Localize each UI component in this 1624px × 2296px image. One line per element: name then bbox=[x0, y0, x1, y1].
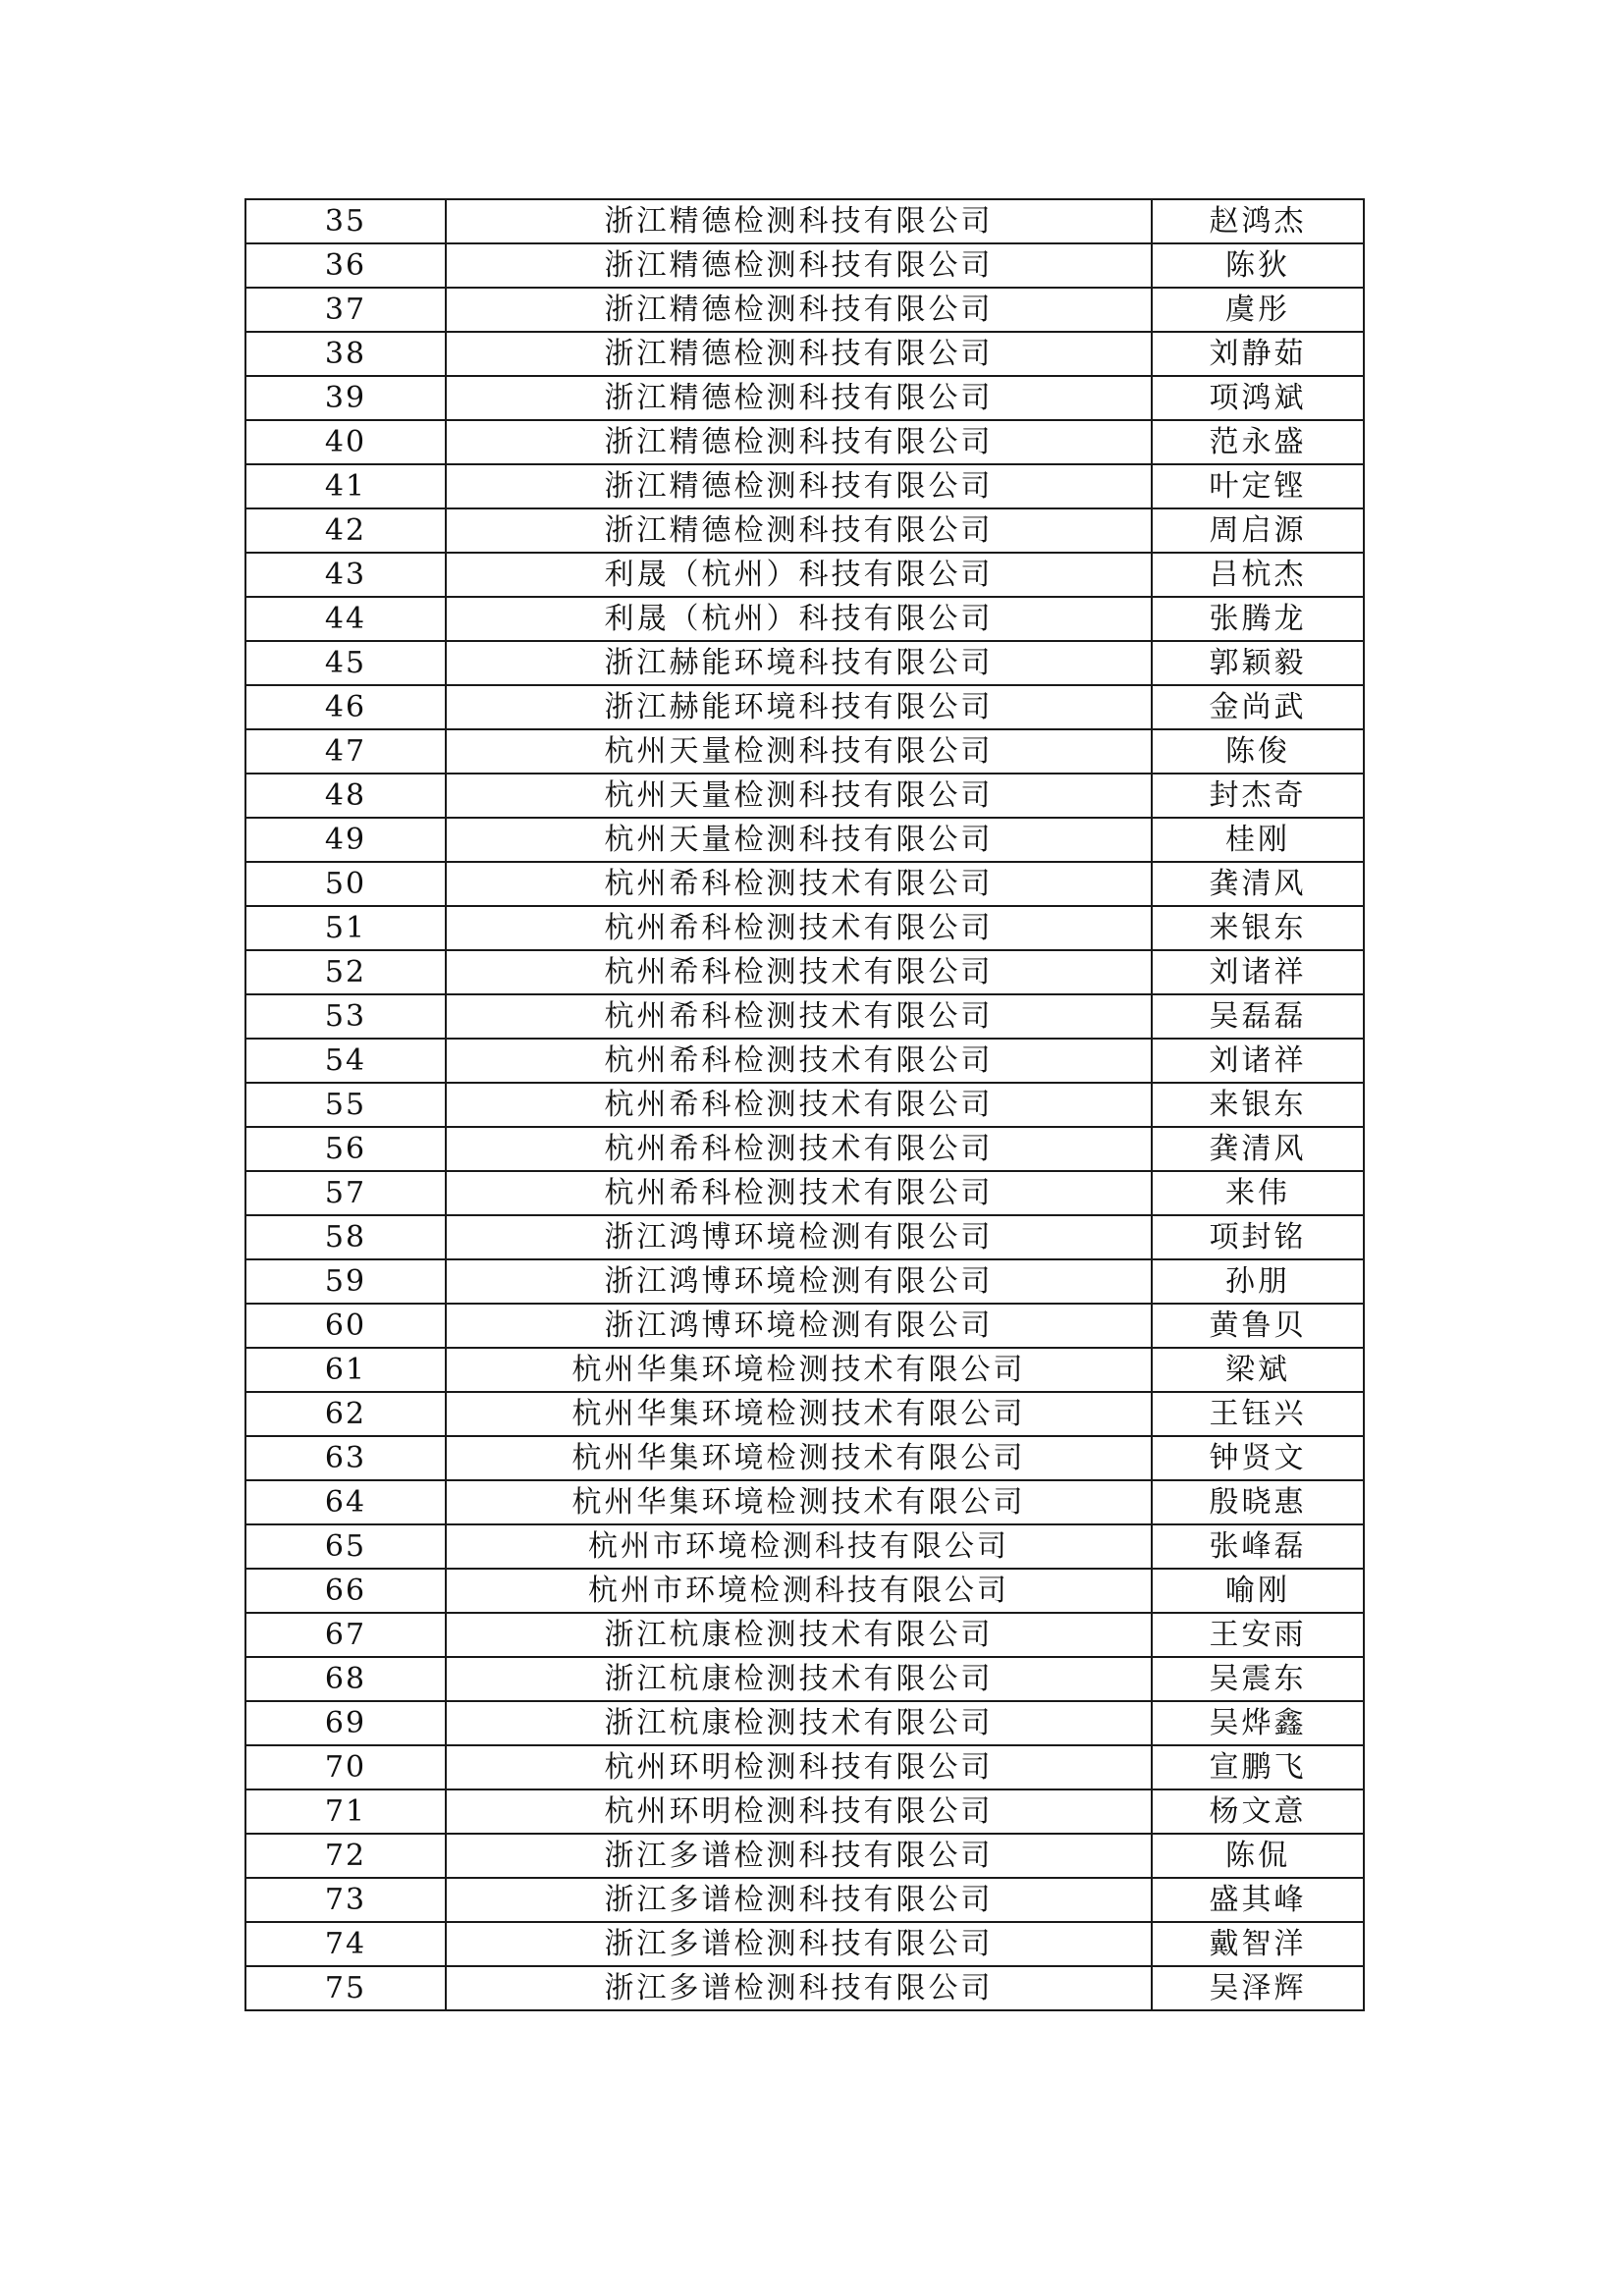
company-name-cell: 杭州希科检测技术有限公司 bbox=[446, 906, 1152, 950]
person-name-cell: 来伟 bbox=[1152, 1171, 1364, 1215]
person-name-cell: 周启源 bbox=[1152, 508, 1364, 553]
table-row bbox=[245, 288, 1364, 332]
row-number-cell: 51 bbox=[245, 906, 446, 950]
row-number-cell: 67 bbox=[245, 1613, 446, 1657]
table-row bbox=[245, 1304, 1364, 1348]
row-number-cell: 54 bbox=[245, 1039, 446, 1083]
person-name-cell: 桂刚 bbox=[1152, 818, 1364, 862]
person-name-cell: 陈狄 bbox=[1152, 243, 1364, 288]
row-number-cell: 74 bbox=[245, 1922, 446, 1966]
person-name-cell: 戴智洋 bbox=[1152, 1922, 1364, 1966]
company-name-cell: 杭州天量检测科技有限公司 bbox=[446, 818, 1152, 862]
table-row bbox=[245, 1392, 1364, 1436]
company-name-cell: 浙江精德检测科技有限公司 bbox=[446, 199, 1152, 243]
table-row bbox=[245, 818, 1364, 862]
table-row bbox=[245, 553, 1364, 597]
row-number-cell: 48 bbox=[245, 774, 446, 818]
company-name-cell: 杭州天量检测科技有限公司 bbox=[446, 774, 1152, 818]
person-name-cell: 陈俊 bbox=[1152, 729, 1364, 774]
company-name-cell: 杭州环明检测科技有限公司 bbox=[446, 1745, 1152, 1789]
company-name-cell: 杭州希科检测技术有限公司 bbox=[446, 1039, 1152, 1083]
table-row bbox=[245, 332, 1364, 376]
person-name-cell: 钟贤文 bbox=[1152, 1436, 1364, 1480]
table-row bbox=[245, 774, 1364, 818]
row-number-cell: 42 bbox=[245, 508, 446, 553]
person-name-cell: 黄鲁贝 bbox=[1152, 1304, 1364, 1348]
person-name-cell: 来银东 bbox=[1152, 906, 1364, 950]
person-name-cell: 来银东 bbox=[1152, 1083, 1364, 1127]
row-number-cell: 36 bbox=[245, 243, 446, 288]
table-row bbox=[245, 1039, 1364, 1083]
table-row bbox=[245, 729, 1364, 774]
table-row bbox=[245, 1127, 1364, 1171]
personnel-table bbox=[244, 198, 1365, 2011]
person-name-cell: 龚清风 bbox=[1152, 862, 1364, 906]
person-name-cell: 王钰兴 bbox=[1152, 1392, 1364, 1436]
row-number-cell: 59 bbox=[245, 1259, 446, 1304]
table-row bbox=[245, 1613, 1364, 1657]
company-name-cell: 浙江精德检测科技有限公司 bbox=[446, 376, 1152, 420]
row-number-cell: 71 bbox=[245, 1789, 446, 1834]
person-name-cell: 封杰奇 bbox=[1152, 774, 1364, 818]
company-name-cell: 杭州希科检测技术有限公司 bbox=[446, 1171, 1152, 1215]
table-row bbox=[245, 1966, 1364, 2010]
row-number-cell: 63 bbox=[245, 1436, 446, 1480]
company-name-cell: 浙江杭康检测技术有限公司 bbox=[446, 1657, 1152, 1701]
table-row bbox=[245, 243, 1364, 288]
person-name-cell: 孙朋 bbox=[1152, 1259, 1364, 1304]
company-name-cell: 浙江精德检测科技有限公司 bbox=[446, 332, 1152, 376]
row-number-cell: 56 bbox=[245, 1127, 446, 1171]
table-row bbox=[245, 1524, 1364, 1569]
table-row bbox=[245, 1171, 1364, 1215]
person-name-cell: 张腾龙 bbox=[1152, 597, 1364, 641]
company-name-cell: 浙江鸿博环境检测有限公司 bbox=[446, 1215, 1152, 1259]
row-number-cell: 60 bbox=[245, 1304, 446, 1348]
person-name-cell: 殷晓惠 bbox=[1152, 1480, 1364, 1524]
table-row bbox=[245, 1878, 1364, 1922]
table-row bbox=[245, 1745, 1364, 1789]
table-row bbox=[245, 597, 1364, 641]
table-row bbox=[245, 1789, 1364, 1834]
person-name-cell: 吴震东 bbox=[1152, 1657, 1364, 1701]
table-row bbox=[245, 1436, 1364, 1480]
row-number-cell: 64 bbox=[245, 1480, 446, 1524]
company-name-cell: 杭州天量检测科技有限公司 bbox=[446, 729, 1152, 774]
table-row bbox=[245, 1922, 1364, 1966]
company-name-cell: 杭州市环境检测科技有限公司 bbox=[446, 1524, 1152, 1569]
company-name-cell: 杭州希科检测技术有限公司 bbox=[446, 862, 1152, 906]
row-number-cell: 57 bbox=[245, 1171, 446, 1215]
company-name-cell: 杭州华集环境检测技术有限公司 bbox=[446, 1480, 1152, 1524]
company-name-cell: 杭州市环境检测科技有限公司 bbox=[446, 1569, 1152, 1613]
table-row bbox=[245, 420, 1364, 464]
company-name-cell: 浙江精德检测科技有限公司 bbox=[446, 243, 1152, 288]
person-name-cell: 项鸿斌 bbox=[1152, 376, 1364, 420]
person-name-cell: 虞彤 bbox=[1152, 288, 1364, 332]
row-number-cell: 46 bbox=[245, 685, 446, 729]
row-number-cell: 66 bbox=[245, 1569, 446, 1613]
row-number-cell: 35 bbox=[245, 199, 446, 243]
person-name-cell: 张峰磊 bbox=[1152, 1524, 1364, 1569]
company-name-cell: 利晟（杭州）科技有限公司 bbox=[446, 553, 1152, 597]
table-row bbox=[245, 1701, 1364, 1745]
person-name-cell: 叶定铿 bbox=[1152, 464, 1364, 508]
personnel-table-body bbox=[245, 199, 1364, 2010]
row-number-cell: 70 bbox=[245, 1745, 446, 1789]
company-name-cell: 浙江精德检测科技有限公司 bbox=[446, 420, 1152, 464]
person-name-cell: 刘静茹 bbox=[1152, 332, 1364, 376]
table-row bbox=[245, 950, 1364, 994]
company-name-cell: 浙江多谱检测科技有限公司 bbox=[446, 1834, 1152, 1878]
person-name-cell: 宣鹏飞 bbox=[1152, 1745, 1364, 1789]
person-name-cell: 梁斌 bbox=[1152, 1348, 1364, 1392]
company-name-cell: 浙江赫能环境科技有限公司 bbox=[446, 641, 1152, 685]
table-row bbox=[245, 376, 1364, 420]
row-number-cell: 61 bbox=[245, 1348, 446, 1392]
company-name-cell: 杭州希科检测技术有限公司 bbox=[446, 1083, 1152, 1127]
company-name-cell: 杭州华集环境检测技术有限公司 bbox=[446, 1436, 1152, 1480]
table-row bbox=[245, 1480, 1364, 1524]
company-name-cell: 浙江鸿博环境检测有限公司 bbox=[446, 1259, 1152, 1304]
person-name-cell: 吴磊磊 bbox=[1152, 994, 1364, 1039]
person-name-cell: 金尚武 bbox=[1152, 685, 1364, 729]
company-name-cell: 杭州环明检测科技有限公司 bbox=[446, 1789, 1152, 1834]
table-row bbox=[245, 1834, 1364, 1878]
person-name-cell: 刘诸祥 bbox=[1152, 950, 1364, 994]
person-name-cell: 吴烨鑫 bbox=[1152, 1701, 1364, 1745]
row-number-cell: 40 bbox=[245, 420, 446, 464]
company-name-cell: 杭州希科检测技术有限公司 bbox=[446, 1127, 1152, 1171]
row-number-cell: 73 bbox=[245, 1878, 446, 1922]
row-number-cell: 47 bbox=[245, 729, 446, 774]
person-name-cell: 陈侃 bbox=[1152, 1834, 1364, 1878]
company-name-cell: 利晟（杭州）科技有限公司 bbox=[446, 597, 1152, 641]
person-name-cell: 范永盛 bbox=[1152, 420, 1364, 464]
company-name-cell: 浙江精德检测科技有限公司 bbox=[446, 464, 1152, 508]
row-number-cell: 58 bbox=[245, 1215, 446, 1259]
company-name-cell: 杭州希科检测技术有限公司 bbox=[446, 950, 1152, 994]
person-name-cell: 王安雨 bbox=[1152, 1613, 1364, 1657]
company-name-cell: 杭州华集环境检测技术有限公司 bbox=[446, 1392, 1152, 1436]
company-name-cell: 杭州希科检测技术有限公司 bbox=[446, 994, 1152, 1039]
company-name-cell: 浙江杭康检测技术有限公司 bbox=[446, 1613, 1152, 1657]
row-number-cell: 53 bbox=[245, 994, 446, 1039]
row-number-cell: 68 bbox=[245, 1657, 446, 1701]
row-number-cell: 49 bbox=[245, 818, 446, 862]
company-name-cell: 浙江多谱检测科技有限公司 bbox=[446, 1922, 1152, 1966]
row-number-cell: 62 bbox=[245, 1392, 446, 1436]
table-row bbox=[245, 464, 1364, 508]
table-row bbox=[245, 906, 1364, 950]
row-number-cell: 39 bbox=[245, 376, 446, 420]
row-number-cell: 50 bbox=[245, 862, 446, 906]
table-row bbox=[245, 685, 1364, 729]
row-number-cell: 55 bbox=[245, 1083, 446, 1127]
company-name-cell: 浙江精德检测科技有限公司 bbox=[446, 508, 1152, 553]
row-number-cell: 52 bbox=[245, 950, 446, 994]
table-row bbox=[245, 994, 1364, 1039]
row-number-cell: 43 bbox=[245, 553, 446, 597]
table-row bbox=[245, 1657, 1364, 1701]
person-name-cell: 赵鸿杰 bbox=[1152, 199, 1364, 243]
table-row bbox=[245, 1569, 1364, 1613]
table-row bbox=[245, 862, 1364, 906]
table-row bbox=[245, 1215, 1364, 1259]
person-name-cell: 刘诸祥 bbox=[1152, 1039, 1364, 1083]
row-number-cell: 75 bbox=[245, 1966, 446, 2010]
row-number-cell: 44 bbox=[245, 597, 446, 641]
table-row bbox=[245, 1083, 1364, 1127]
row-number-cell: 72 bbox=[245, 1834, 446, 1878]
company-name-cell: 浙江多谱检测科技有限公司 bbox=[446, 1966, 1152, 2010]
person-name-cell: 盛其峰 bbox=[1152, 1878, 1364, 1922]
person-name-cell: 项封铭 bbox=[1152, 1215, 1364, 1259]
row-number-cell: 41 bbox=[245, 464, 446, 508]
person-name-cell: 喻刚 bbox=[1152, 1569, 1364, 1613]
person-name-cell: 龚清风 bbox=[1152, 1127, 1364, 1171]
company-name-cell: 浙江精德检测科技有限公司 bbox=[446, 288, 1152, 332]
person-name-cell: 杨文意 bbox=[1152, 1789, 1364, 1834]
company-name-cell: 杭州华集环境检测技术有限公司 bbox=[446, 1348, 1152, 1392]
company-name-cell: 浙江鸿博环境检测有限公司 bbox=[446, 1304, 1152, 1348]
row-number-cell: 38 bbox=[245, 332, 446, 376]
table-row bbox=[245, 1259, 1364, 1304]
person-name-cell: 吕杭杰 bbox=[1152, 553, 1364, 597]
row-number-cell: 69 bbox=[245, 1701, 446, 1745]
company-name-cell: 浙江多谱检测科技有限公司 bbox=[446, 1878, 1152, 1922]
person-name-cell: 郭颖毅 bbox=[1152, 641, 1364, 685]
table-row bbox=[245, 1348, 1364, 1392]
row-number-cell: 37 bbox=[245, 288, 446, 332]
table-row bbox=[245, 641, 1364, 685]
company-name-cell: 浙江赫能环境科技有限公司 bbox=[446, 685, 1152, 729]
company-name-cell: 浙江杭康检测技术有限公司 bbox=[446, 1701, 1152, 1745]
table-row bbox=[245, 199, 1364, 243]
person-name-cell: 吴泽辉 bbox=[1152, 1966, 1364, 2010]
row-number-cell: 65 bbox=[245, 1524, 446, 1569]
table-row bbox=[245, 508, 1364, 553]
row-number-cell: 45 bbox=[245, 641, 446, 685]
